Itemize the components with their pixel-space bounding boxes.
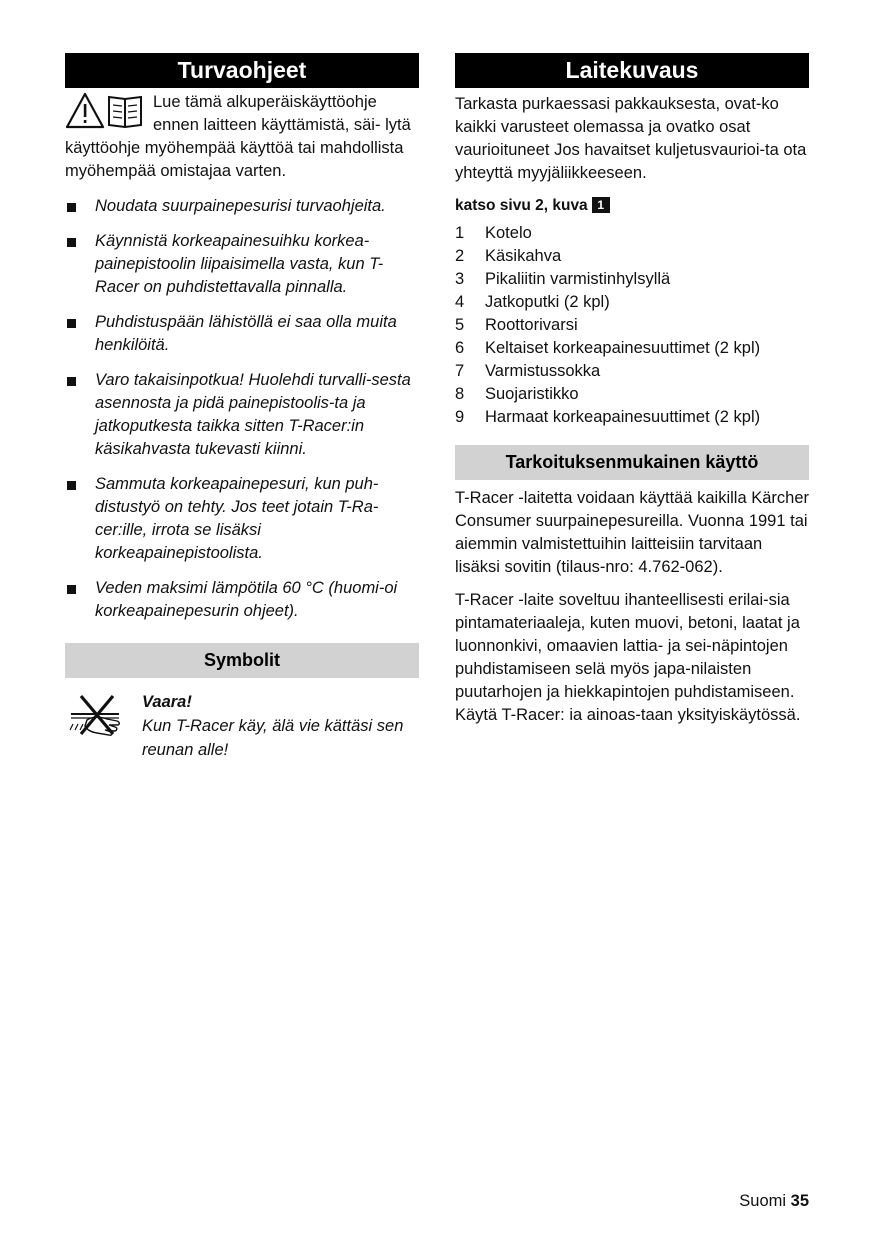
hand-danger-icon (67, 690, 127, 742)
device-intro: Tarkasta purkaessasi pakkauksesta, ovat-ko kaikki varusteet olemassa ja ovatko osat vaurioituneet Jos havaitset kuljetusvaurioi-ta ota yhteyttä myyjäliikkeeseen. (455, 95, 807, 182)
danger-symbol-block (65, 690, 419, 762)
device-heading: Laitekuvaus (455, 53, 809, 88)
parts-list (455, 222, 809, 429)
intro-line-1: Lue tämä alkuperäiskäyttöohje (153, 93, 377, 111)
safety-heading: Turvaohjeet (65, 53, 419, 88)
usage-paragraph-2: T-Racer -laite soveltuu ihanteellisesti erilai-sia pintamateriaaleja, kuten muovi, betoni, laatat ja luonnonkivi, omaavien lattia- ja sei-näpintojen puhdistamiseen selä myös japa-nilaisten puutarhojen ja hiekkapintojen puhdistamiseen. Käytä T-Racer: ia ainoas-taan yksityiskäytössä. (455, 591, 801, 724)
intro-line-2: ennen laitteen käyttämistä, säi- (153, 116, 381, 134)
safety-intro (65, 91, 419, 183)
see-page-text: katso sivu 2, kuva (455, 197, 588, 214)
list-item: Käynnistä korkeapainesuihku korkea-painepistoolin liipaisimella vasta, kun T-Racer on puhdistettavalla pinnalla. (65, 230, 419, 299)
bullet-square-icon (67, 203, 76, 212)
symbol-title: Vaara! (142, 693, 192, 711)
symbols-heading: Symbolit (65, 643, 419, 678)
safety-bullet-list (65, 195, 419, 623)
page-footer (739, 1192, 809, 1211)
usage-heading: Tarkoituksenmukainen käyttö (455, 445, 809, 480)
right-column (455, 53, 809, 727)
list-item: 6 Keltaiset korkeapainesuuttimet (2 kpl) (455, 339, 761, 357)
list-item: Sammuta korkeapainepesuri, kun puh-distustyö on tehty. Jos teet jotain T-Ra-cer:ille, irrota se lisäksi korkeapainepistoolista. (65, 473, 419, 565)
left-column (65, 53, 419, 762)
list-item: 8 Suojaristikko (455, 385, 579, 403)
list-item: 2 Käsikahva (455, 247, 562, 265)
page-number: 35 (790, 1192, 809, 1210)
bullet-square-icon (67, 377, 76, 386)
list-item: Puhdistuspään lähistöllä ei saa olla muita henkilöitä. (65, 311, 419, 357)
list-item: 5 Roottorivarsi (455, 316, 578, 334)
bullet-square-icon (67, 319, 76, 328)
intro-rest: lytä käyttöohje myöhempää käyttöä tai mahdollista myöhempää omistajaa varten. (65, 116, 411, 180)
see-page-reference (455, 196, 809, 216)
list-item: 1 Kotelo (455, 224, 532, 242)
list-item: 3 Pikaliitin varmistinhylsyllä (455, 270, 671, 288)
list-item: Varo takaisinpotkua! Huolehdi turvalli-sesta asennosta ja pidä painepistoolis-ta ja jatkoputkesta taikka sitten T-Racer:in käsikahvasta tukevasti kiinni. (65, 369, 419, 461)
symbol-text: Kun T-Racer käy, älä vie kättäsi sen reunan alle! (142, 717, 404, 759)
bullet-square-icon (67, 481, 76, 490)
list-item: 4 Jatkoputki (2 kpl) (455, 293, 610, 311)
bullet-square-icon (67, 585, 76, 594)
footer-language: Suomi (739, 1192, 787, 1210)
list-item: 7 Varmistussokka (455, 362, 601, 380)
usage-paragraph-1: T-Racer -laitetta voidaan käyttää kaikilla Kärcher Consumer suurpainepesureilla. Vuonna 1991 tai aiemmin valmistettuihin laitteisiin tarvitaan lisäksi sovitin (tilaus-nro: 4.762-062). (455, 489, 809, 576)
list-item: Veden maksimi lämpötila 60 °C (huomi-oi korkeapainepesurin ohjeet). (65, 577, 419, 623)
bullet-square-icon (67, 238, 76, 247)
list-item: Noudata suurpainepesurisi turvaohjeita. (65, 195, 419, 218)
figure-number-badge: 1 (592, 197, 610, 213)
list-item: 9 Harmaat korkeapainesuuttimet (2 kpl) (455, 408, 761, 426)
warning-manual-icon (65, 91, 147, 131)
